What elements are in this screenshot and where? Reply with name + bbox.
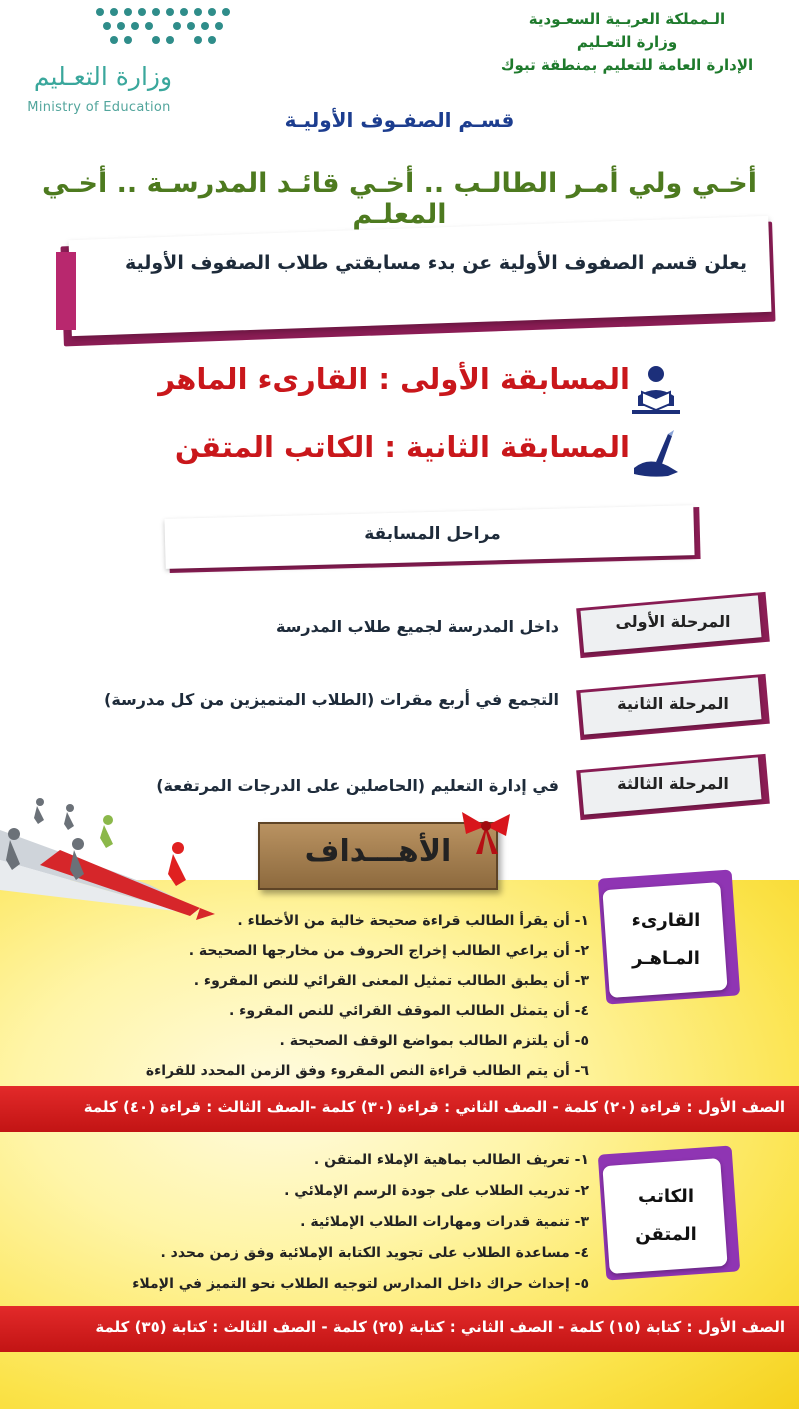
writer-box-card (602, 1158, 727, 1274)
reader-box-card (602, 882, 727, 998)
list-item: ١- تعريف الطالب بماهية الإملاء المتقن . (313, 1152, 589, 1168)
government-header (467, 8, 787, 77)
writer-box-line1: الكاتب (638, 1186, 694, 1207)
banner-ribbon (56, 252, 76, 330)
greeting-line: أخـي ولي أمـر الطالـب .. أخـي قائـد المدرسـة .. أخـي المعلـم (42, 168, 757, 230)
stage-label-text: المرحلة الثالثة (617, 774, 729, 793)
stage-desc-third: في إدارة التعليم (الحاصلين على الدرجات المرتفعة) (156, 776, 559, 795)
reader-box (602, 882, 730, 1000)
writer-quota-bar (0, 1306, 799, 1352)
logo-arabic-text: وزارة التعـليم (33, 62, 173, 91)
logo-english-text: Ministry of Education (27, 100, 171, 115)
reader-icon (628, 362, 684, 416)
stage-label-text: المرحلة الثانية (617, 694, 729, 713)
stages-title: مراحل المسابقة (364, 524, 501, 544)
ministry-name: وزارة التعـليم (576, 33, 678, 51)
writer-box (602, 1158, 730, 1276)
kingdom-name: الـمملكة العربـية السعـودية (528, 10, 726, 28)
writer-goals-list (0, 1145, 589, 1300)
announcement-text: يعلن قسم الصفوف الأولية عن بدء مسابقتي طلاب الصفوف الأولية (124, 252, 748, 274)
list-item: ٢- أن يراعي الطالب إخراج الحروف من مخارجها الصحيحة . (188, 943, 589, 959)
stage-label-second (578, 682, 768, 732)
stage-label-text: المرحلة الأولى (615, 612, 731, 631)
reader-box-line2: المـاهـر (632, 948, 700, 969)
list-item: ٢- تدريب الطلاب على جودة الرسم الإملائي . (284, 1183, 589, 1199)
writer-quota-text: الصف الأول : كتابة (١٥) كلمة - الصف الثاني : كتابة (٢٥) كلمة - الصف الثالث : كتابة (٣٥) كلمة (95, 1318, 785, 1336)
list-item: ٤- مساعدة الطلاب على تجويد الكتابة الإملائية وفق زمن محدد . (160, 1245, 589, 1261)
stage-label-first (578, 600, 768, 650)
ribbon-bow-icon (456, 808, 516, 856)
stages-title-box (165, 510, 700, 566)
list-item: ٥- إحداث حراك داخل المدارس لتوجيه الطلاب نحو التميز في الإملاء (132, 1276, 589, 1292)
logo-dots-icon (90, 4, 240, 54)
announcement-banner (62, 222, 780, 334)
competition-second: المسابقة الثانية : الكاتب المتقن (174, 430, 630, 464)
pen-icon (628, 428, 684, 482)
list-item: ٦- أن يتم الطالب قراءة النص المقروء وفق الزمن المحدد للقراءة (145, 1063, 589, 1079)
directorate-name: الإدارة العامة للتعليم بمنطقة تبوك (500, 56, 754, 74)
list-item: ٤- أن يتمثل الطالب الموقف القرائي للنص المقروء . (228, 1003, 589, 1019)
list-item: ٣- أن يطبق الطالب تمثيل المعنى القرائي للنص المقروء . (193, 973, 589, 989)
ministry-logo (10, 4, 245, 116)
writer-box-line2: المتقن (635, 1224, 697, 1245)
list-item: ١- أن يقرأ الطالب قراءة صحيحة خالية من الأخطاء . (237, 913, 589, 929)
runners-illustration (0, 790, 215, 920)
stage-desc-first: داخل المدرسة لجميع طلاب المدرسة (275, 617, 559, 636)
reader-quota-bar (0, 1086, 799, 1132)
objectives-title: الأهـــداف (304, 834, 452, 869)
stage-label-third (578, 762, 768, 812)
list-item: ٥- أن يلتزم الطالب بمواضع الوقف الصحيحة . (279, 1033, 589, 1049)
list-item: ٣- تنمية قدرات ومهارات الطلاب الإملائية . (300, 1214, 589, 1230)
department-title: قسـم الصفـوف الأوليـة (284, 108, 515, 132)
reader-box-line1: القارىء (631, 910, 701, 931)
reader-quota-text: الصف الأول : قراءة (٢٠) كلمة - الصف الثاني : قراءة (٣٠) كلمة -الصف الثالث : قراءة (٤٠) كلمة (83, 1098, 785, 1116)
reader-goals-list (0, 906, 589, 1086)
competition-first: المسابقة الأولى : القارىء الماهر (158, 362, 630, 396)
stage-desc-second: التجمع في أربع مقرات (الطلاب المتميزين من كل مدرسة) (104, 690, 559, 709)
